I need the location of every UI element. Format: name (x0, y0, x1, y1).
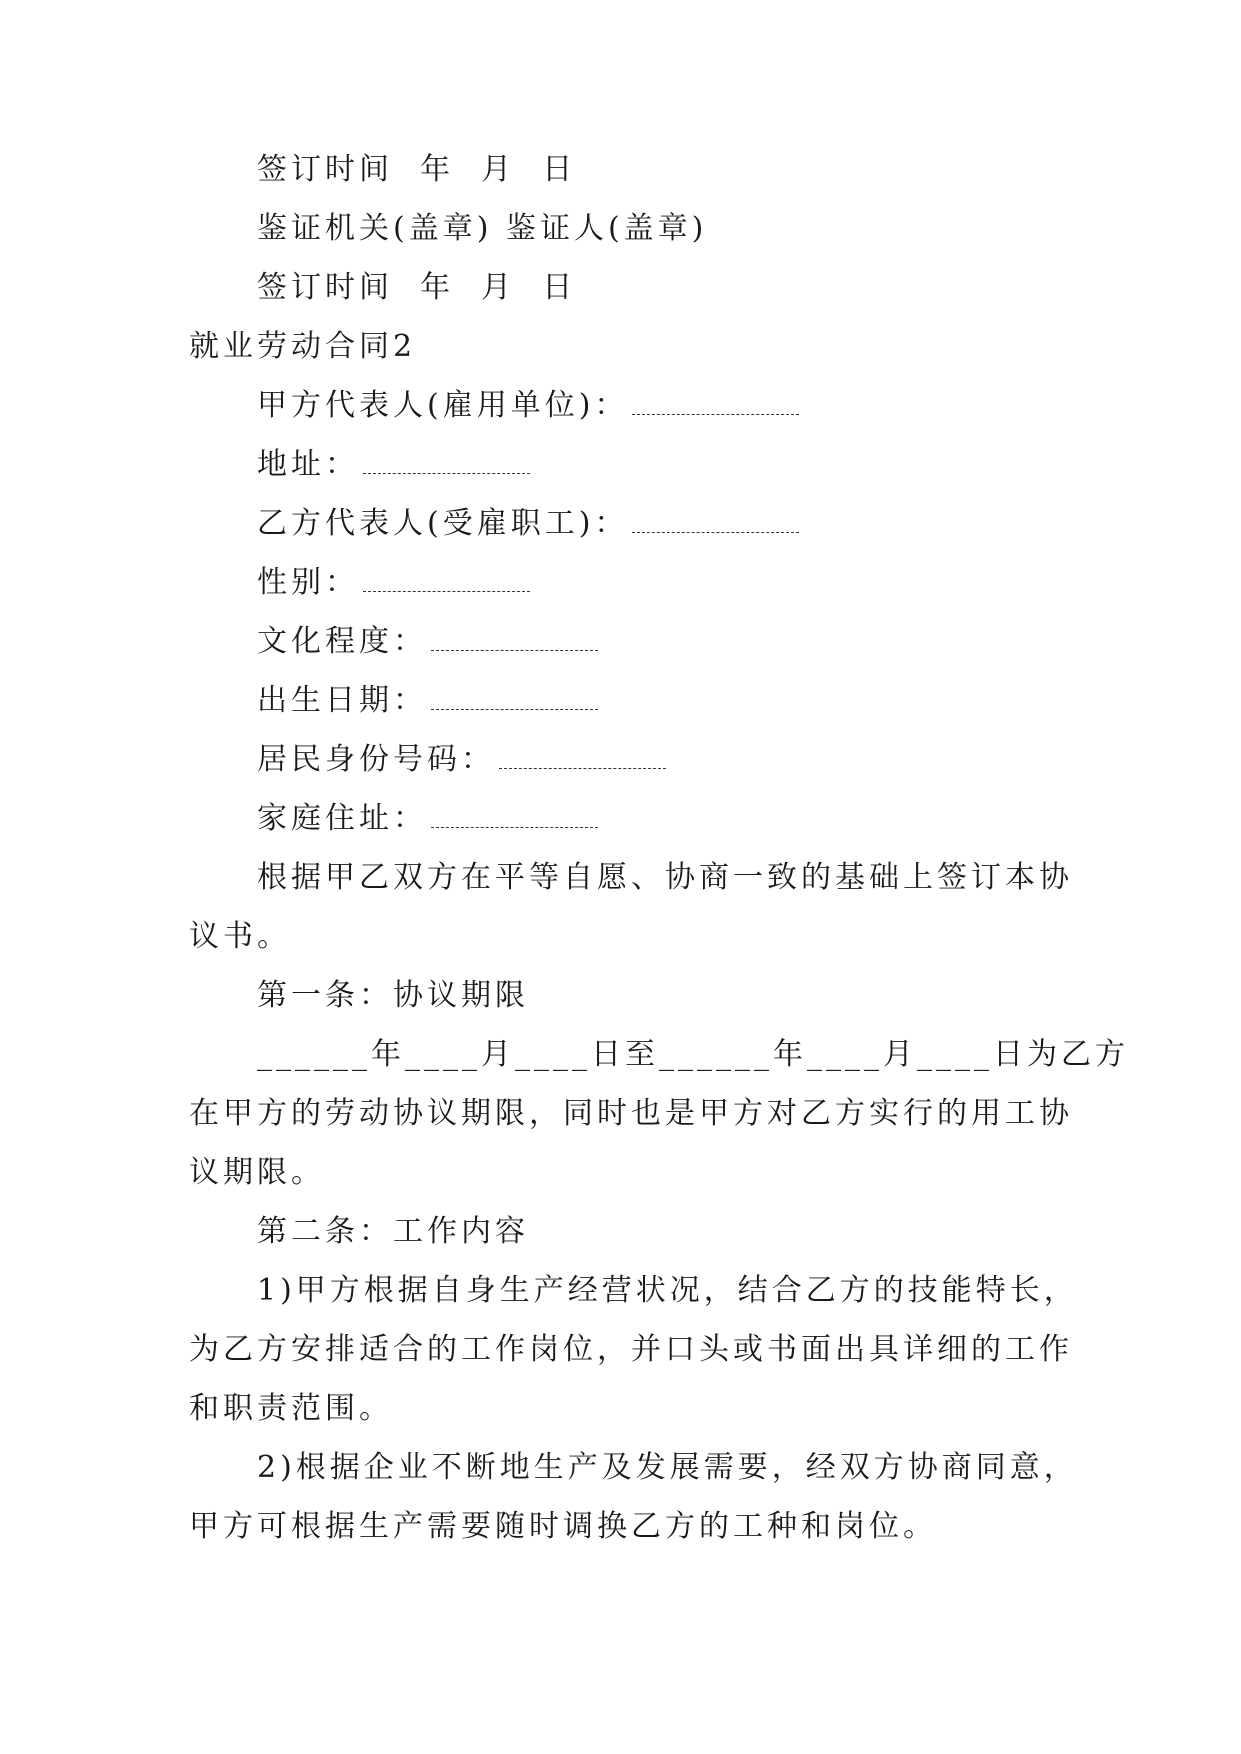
text-line: 鉴证机关(盖章) 鉴证人(盖章) (257, 211, 708, 246)
form-line: 文化程度： (0, 622, 1241, 662)
text-line: 议期限。 (189, 1155, 325, 1190)
fill-blank (431, 685, 598, 710)
form-line: 性别： (0, 563, 1241, 603)
fill-blank (632, 390, 799, 415)
fill-blank (431, 626, 598, 651)
text-line: 2)根据企业不断地生产及发展需要，经双方协商同意， (257, 1450, 1078, 1485)
text-line: 签订时间 年 月 日 (257, 270, 577, 305)
fill-blank (431, 803, 598, 828)
text-line: 和职责范围。 (189, 1391, 393, 1426)
form-line: 甲方代表人(雇用单位)： (0, 386, 1241, 426)
clause-title: 第二条：工作内容 (257, 1214, 529, 1249)
fill-blank (632, 508, 799, 533)
text-line: ______年____月____日至______年____月____日为乙方 (257, 1037, 1129, 1072)
fill-blank (499, 744, 666, 769)
section-title: 就业劳动合同2 (189, 329, 417, 364)
text-line: 为乙方安排适合的工作岗位，并口头或书面出具详细的工作 (189, 1332, 1073, 1367)
form-line: 出生日期： (0, 681, 1241, 721)
form-line: 地址： (0, 445, 1241, 485)
form-line: 居民身份号码： (0, 740, 1241, 780)
form-line: 家庭住址： (0, 799, 1241, 839)
clause-title: 第一条：协议期限 (257, 978, 529, 1013)
fill-blank (363, 449, 530, 474)
text-line: 议书。 (189, 919, 291, 954)
text-line: 1)甲方根据自身生产经营状况，结合乙方的技能特长， (257, 1273, 1078, 1308)
form-line: 乙方代表人(受雇职工)： (0, 504, 1241, 544)
text-line: 签订时间 年 月 日 (257, 152, 577, 187)
text-line: 甲方可根据生产需要随时调换乙方的工种和岗位。 (189, 1509, 937, 1544)
text-line: 根据甲乙双方在平等自愿、协商一致的基础上签订本协 (257, 860, 1073, 895)
text-line: 在甲方的劳动协议期限，同时也是甲方对乙方实行的用工协 (189, 1096, 1073, 1131)
fill-blank (363, 567, 530, 592)
